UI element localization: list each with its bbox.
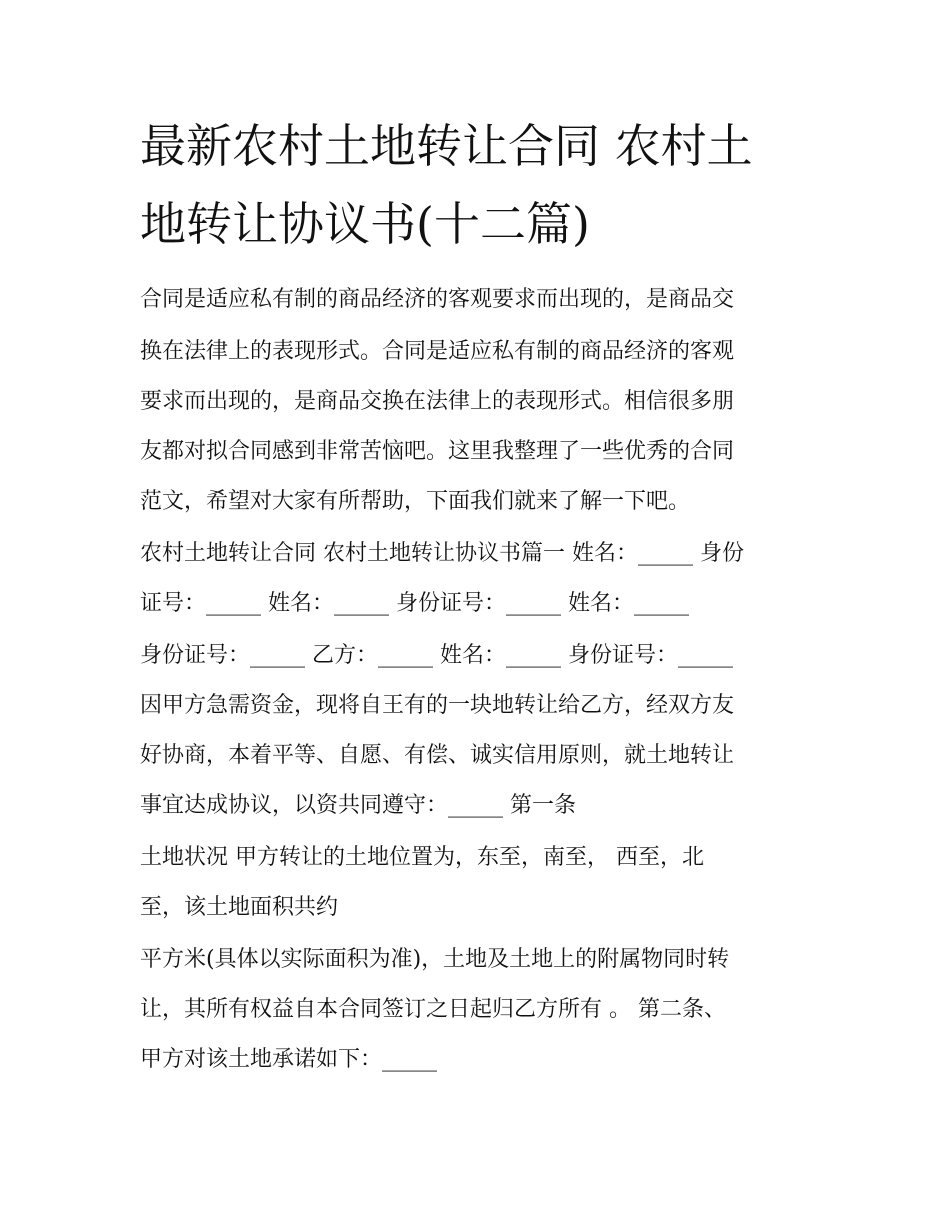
document-title-line-1: 最新农村土地转让合同 农村土 [140,119,753,173]
body-line-12: 土地状况 甲方转让的土地位置为，东至，南至， 西至，北 [140,845,704,870]
body-line-8: 身份证号：_____ 乙方：_____ 姓名：_____ 身份证号：_____ [140,643,733,668]
body-line-4: 友都对拟合同感到非常苦恼吧。这里我整理了一些优秀的合同 [140,439,735,464]
body-line-11: 事宜达成协议，以资共同遵守：_____ 第一条 [140,793,576,818]
body-line-3: 要求而出现的，是商品交换在法律上的表现形式。相信很多朋 [140,389,735,414]
body-line-7: 证号：_____ 姓名：_____ 身份证号：_____ 姓名：_____ [140,591,689,616]
body-line-15: 让，其所有权益自本合同签订之日起归乙方所有 。 第二条、 [140,997,726,1022]
body-line-1: 合同是适应私有制的商品经济的客观要求而出现的，是商品交 [140,287,735,312]
body-line-6: 农村土地转让合同 农村土地转让协议书篇一 姓名：_____ 身份 [140,541,744,566]
body-line-13: 至，该土地面积共约 [140,895,339,920]
body-line-2: 换在法律上的表现形式。合同是适应私有制的商品经济的客观 [140,339,735,364]
body-line-5: 范文，希望对大家有所帮助，下面我们就来了解一下吧。 [140,489,691,514]
body-line-16: 甲方对该土地承诺如下：_____ [140,1047,438,1072]
body-line-14: 平方米(具体以实际面积为准)，土地及土地上的附属物同时转 [140,947,730,972]
body-line-10: 好协商，本着平等、自愿、有偿、诚实信用原则，就土地转让 [140,743,735,768]
document-title-line-2: 地转让协议书(十二篇) [140,197,590,251]
body-line-9: 因甲方急需资金，现将自王有的一块地转让给乙方，经双方友 [140,693,735,718]
